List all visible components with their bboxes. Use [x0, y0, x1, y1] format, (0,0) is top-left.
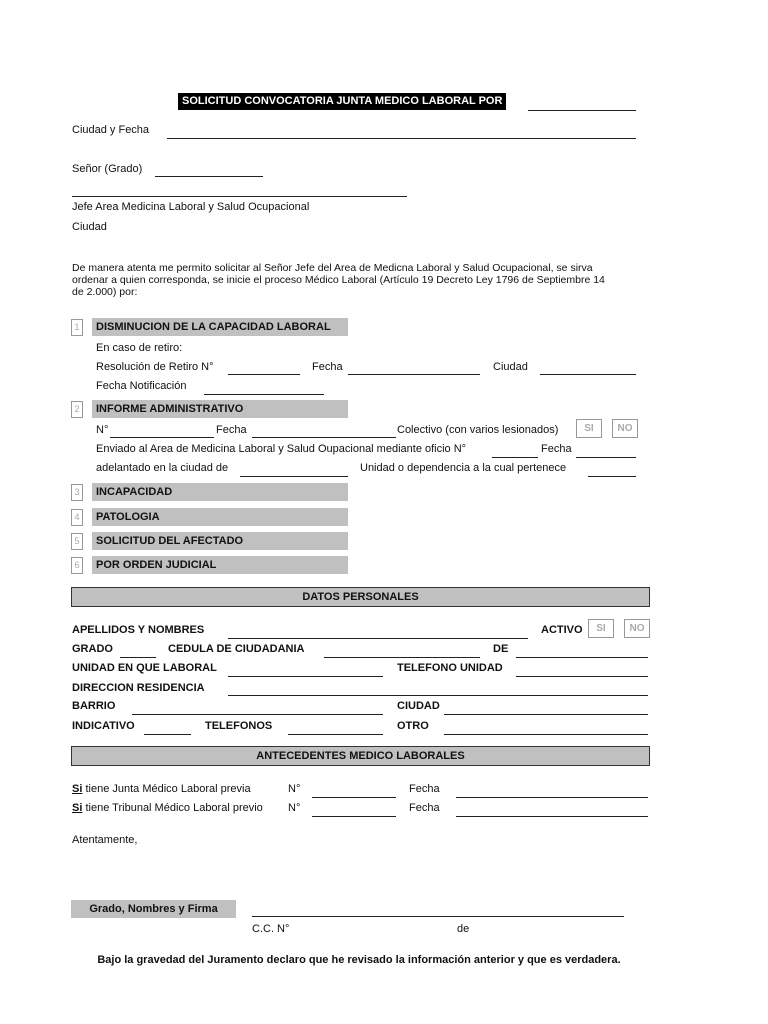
- grado-label: GRADO: [72, 643, 113, 655]
- resolucion-field[interactable]: [228, 374, 300, 375]
- unidad-dependencia-field[interactable]: [588, 476, 636, 477]
- datos-personales-header: DATOS PERSONALES: [71, 587, 650, 607]
- unidad-dependencia-label: Unidad o dependencia a la cual pertenece: [360, 462, 567, 474]
- oficio-field[interactable]: [492, 457, 538, 458]
- grado-firma-label: Grado, Nombres y Firma: [71, 900, 236, 918]
- name-line[interactable]: [72, 196, 407, 197]
- firma-field[interactable]: [252, 916, 624, 917]
- activo-si-box[interactable]: SI: [588, 619, 614, 638]
- junta-previa-text: [72, 783, 251, 795]
- notificacion-label: Fecha Notificación: [96, 380, 187, 392]
- section-2-title: INFORME ADMINISTRATIVO: [92, 400, 348, 418]
- intro-line-2: ordenar a quien corresponda, se inicie el proceso Médico Laboral (Artículo 19 Decreto Ley 1796 de Septiembre 14: [72, 274, 605, 286]
- section-5-title: SOLICITUD DEL AFECTADO: [92, 532, 348, 550]
- section-3-number[interactable]: 3: [71, 484, 83, 501]
- s1-ciudad-field[interactable]: [540, 374, 636, 375]
- notificacion-field[interactable]: [204, 394, 324, 395]
- senor-field[interactable]: [155, 176, 263, 177]
- colectivo-label: Colectivo (con varios lesionados): [397, 424, 559, 436]
- ciudad-personal-field[interactable]: [444, 714, 648, 715]
- apellidos-label: APELLIDOS Y NOMBRES: [72, 624, 205, 636]
- s2-fecha2-field[interactable]: [576, 457, 636, 458]
- s1-fecha-field[interactable]: [348, 374, 480, 375]
- ciudad-fecha-field[interactable]: [167, 138, 636, 139]
- junta-fecha-label: Fecha: [409, 783, 440, 795]
- direccion-field[interactable]: [228, 695, 648, 696]
- adelantado-label: adelantado en la ciudad de: [96, 462, 229, 474]
- antecedentes-header: ANTECEDENTES MEDICO LABORALES: [71, 746, 650, 766]
- barrio-field[interactable]: [132, 714, 383, 715]
- intro-line-1: De manera atenta me permito solicitar al Señor Jefe del Area de Medicna Laboral y Salud Ocupacional, se sirva: [72, 262, 593, 274]
- enviado-label: Enviado al Area de Medicina Laboral y Salud Oupacional mediante oficio N°: [96, 443, 467, 455]
- tribunal-previo-text: [72, 802, 263, 814]
- senor-label: Señor (Grado): [72, 163, 143, 175]
- retiro-label: En caso de retiro:: [96, 342, 183, 354]
- junta-label: tiene Junta Médico Laboral previa: [82, 783, 251, 795]
- atentamente-label: Atentamente,: [72, 834, 138, 846]
- telefonos-label: TELEFONOS: [205, 720, 273, 732]
- section-2-number[interactable]: 2: [71, 401, 83, 418]
- tribunal-n-field[interactable]: [312, 816, 396, 817]
- s2-n-label: N°: [96, 424, 109, 436]
- cc-label: C.C. N°: [252, 923, 290, 935]
- intro-line-3: de 2.000) por:: [72, 286, 138, 298]
- ciudad-fecha-label: Ciudad y Fecha: [72, 124, 150, 136]
- s1-fecha-label: Fecha: [312, 361, 343, 373]
- unidad-field[interactable]: [228, 676, 383, 677]
- si-junta-word: Si: [72, 783, 83, 795]
- telefonos-field[interactable]: [288, 734, 383, 735]
- apellidos-field[interactable]: [228, 638, 528, 639]
- colectivo-no-box[interactable]: NO: [612, 419, 638, 438]
- cedula-field[interactable]: [324, 657, 480, 658]
- colectivo-si-box[interactable]: SI: [576, 419, 602, 438]
- tribunal-n-label: N°: [288, 802, 301, 814]
- s1-ciudad-label: Ciudad: [493, 361, 528, 373]
- de-label: DE: [493, 643, 509, 655]
- section-1-number[interactable]: 1: [71, 319, 83, 336]
- ciudad-personal-label: CIUDAD: [397, 700, 440, 712]
- section-4-number[interactable]: 4: [71, 509, 83, 526]
- si-tribunal-word: Si: [72, 802, 83, 814]
- telefono-unidad-field[interactable]: [516, 676, 648, 677]
- cc-de-label: de: [457, 923, 470, 935]
- otro-label: OTRO: [397, 720, 429, 732]
- section-3-title: INCAPACIDAD: [92, 483, 348, 501]
- direccion-label: DIRECCION RESIDENCIA: [72, 682, 205, 694]
- barrio-label: BARRIO: [72, 700, 116, 712]
- section-6-title: POR ORDEN JUDICIAL: [92, 556, 348, 574]
- telefono-unidad-label: TELEFONO UNIDAD: [397, 662, 503, 674]
- title-blank[interactable]: [528, 110, 636, 111]
- adelantado-field[interactable]: [240, 476, 348, 477]
- indicativo-label: INDICATIVO: [72, 720, 135, 732]
- tribunal-fecha-field[interactable]: [456, 816, 648, 817]
- section-4-title: PATOLOGIA: [92, 508, 348, 526]
- s2-fecha2-label: Fecha: [541, 443, 572, 455]
- s2-n-field[interactable]: [110, 437, 214, 438]
- junta-n-field[interactable]: [312, 797, 396, 798]
- otro-field[interactable]: [444, 734, 648, 735]
- section-6-number[interactable]: 6: [71, 557, 83, 574]
- activo-no-box[interactable]: NO: [624, 619, 650, 638]
- grado-field[interactable]: [120, 657, 156, 658]
- unidad-label: UNIDAD EN QUE LABORAL: [72, 662, 217, 674]
- section-1-title: DISMINUCION DE LA CAPACIDAD LABORAL: [92, 318, 348, 336]
- s2-fecha-label: Fecha: [216, 424, 247, 436]
- ciudad-label: Ciudad: [72, 221, 107, 233]
- tribunal-fecha-label: Fecha: [409, 802, 440, 814]
- jefe-line: Jefe Area Medicina Laboral y Salud Ocupacional: [72, 201, 310, 213]
- tribunal-label: tiene Tribunal Médico Laboral previo: [82, 802, 263, 814]
- s2-fecha-field[interactable]: [252, 437, 396, 438]
- junta-fecha-field[interactable]: [456, 797, 648, 798]
- resolucion-label: Resolución de Retiro N°: [96, 361, 214, 373]
- indicativo-field[interactable]: [144, 734, 191, 735]
- junta-n-label: N°: [288, 783, 301, 795]
- cedula-label: CEDULA DE CIUDADANIA: [168, 643, 305, 655]
- de-field[interactable]: [516, 657, 648, 658]
- activo-label: ACTIVO: [541, 624, 583, 636]
- section-5-number[interactable]: 5: [71, 533, 83, 550]
- form-title: SOLICITUD CONVOCATORIA JUNTA MEDICO LABORAL POR: [178, 93, 506, 110]
- juramento-statement: Bajo la gravedad del Juramento declaro que he revisado la información anterior y que es verdadera.: [97, 954, 621, 966]
